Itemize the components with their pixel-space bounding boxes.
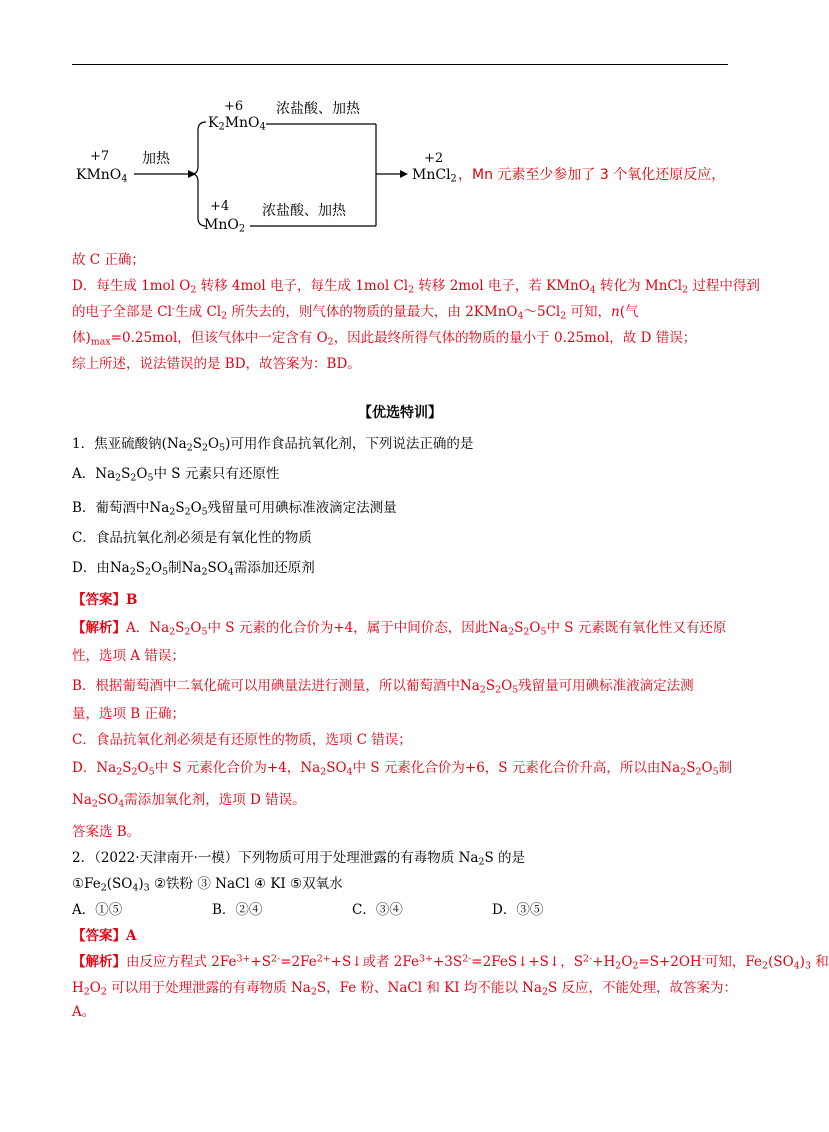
formula-na2so4: $Na_2SO_4$ <box>181 560 234 578</box>
text-line: 综上所述，说法错误的是 BD，故答案为：BD。 <box>72 356 361 372</box>
formula-na2s2o5: $Na_2S_2O_5$ <box>149 500 208 518</box>
reaction-diagram <box>70 92 730 242</box>
question-1-answer: 【答案】B <box>72 592 138 608</box>
question-1-conclusion: 答案选 B。 <box>72 824 141 840</box>
question-2-items: $①Fe_2(SO_4)_3$ ②铁粉 ③ NaCl ④ KI ⑤双氧水 <box>72 876 343 894</box>
question-1-option-a: A．$Na_2S_2O_5$中 S 元素只有还原性 <box>72 466 280 484</box>
question-1-stem: 1．焦亚硫酸钠$(Na_2S_2O_5)$可用作食品抗氧化剂，下列说法正确的是 <box>72 436 474 454</box>
reactant-formula: KMnO$_4$ <box>76 167 128 185</box>
lower-oxidation-state: +4 <box>210 199 230 214</box>
formula-na2s2o5: $Na_2S_2O_5$ <box>166 436 226 454</box>
question-1-analysis-line: 量，选项 B 正确； <box>72 706 186 722</box>
heating-condition: 加热 <box>142 151 170 167</box>
text-line: 的电子全部是 Cl-生成 $Cl_2$ 所失去的，则气体的物质的量最大，由 $2KMnO_4\sim 5Cl_2$ 可知，n(气 <box>72 303 639 322</box>
question-1-analysis-line: $Na_2SO_4$需添加氧化剂，选项 D 错误。 <box>72 792 306 810</box>
formula-na2s2o5: $Na_2S_2O_5$ <box>660 760 719 778</box>
reactant-oxidation-state: +7 <box>90 149 110 164</box>
final-product-formula: MnCl$_2$ <box>412 167 457 185</box>
question-1-option-b: B．葡萄酒中$Na_2S_2O_5$残留量可用碘标准液滴定法测量 <box>72 500 397 518</box>
formula-na2s2o5: $Na_2S_2O_5$ <box>488 620 547 638</box>
question-1-analysis-line: B．根据葡萄酒中二氧化硫可以用碘量法进行测量，所以葡萄酒中$Na_2S_2O_5$残留量可用碘标准液滴定法测 <box>72 678 694 696</box>
diagram-note: ，Mn 元素至少参加了 3 个氧化还原反应， <box>458 167 726 183</box>
text-line: 体)$_{max}=0.25mol$，但该气体中一定含有 $O_2$，因此最终所得气体的物质的量小于 0.25mol，故 D 错误； <box>72 330 697 348</box>
formula-na2s2o5: $Na_2S_2O_5$ <box>149 620 208 638</box>
formula-na2s2o5: $Na_2S_2O_5$ <box>459 678 519 696</box>
upper-condition: 浓盐酸、加热 <box>276 101 360 117</box>
question-1-analysis-line: 性，选项 A 错误； <box>72 648 185 664</box>
question-1-analysis-line: C．食品抗氧化剂必须是有还原性的物质，选项 C 错误； <box>72 732 412 748</box>
upper-product-formula: $K_2MnO_4$ <box>208 115 266 133</box>
text-line: D．每生成 1mol $O_2$ 转移 4mol 电子，每生成 1mol $Cl_2$ 转移 2mol 电子，若 KMnO$_4$ 转化为 MnCl$_2$ 过程中得到 <box>72 278 760 296</box>
question-2-option-c: C．③④ <box>352 902 403 918</box>
product-oxidation-state: +2 <box>424 151 444 166</box>
question-1-option-c: C．食品抗氧化剂必须是有氧化性的物质 <box>72 530 312 546</box>
header-rule <box>72 64 728 65</box>
formula-na2s2o5: $Na_2S_2O_5$ <box>109 560 169 578</box>
text-line: 故 C 正确； <box>72 252 145 268</box>
question-2-answer: 【答案】A <box>72 928 137 944</box>
question-2-option-d: D．③⑤ <box>492 902 544 918</box>
question-2-analysis-line: $H_2O_2$ 可以用于处理泄露的有毒物质 $Na_2S$，Fe 粉、NaCl 和 KI 均不能以 $Na_2S$ 反应，不能处理，故答案为： <box>72 980 738 998</box>
question-2-stem: 2．（2022·天津南开·一模）下列物质可用于处理泄露的有毒物质 $Na_2S$ 的是 <box>72 850 525 868</box>
lower-condition: 浓盐酸、加热 <box>262 203 346 219</box>
question-2-option-b: B．②④ <box>212 902 263 918</box>
question-2-analysis-line: A。 <box>72 1004 96 1020</box>
lower-product-formula: MnO$_2$ <box>204 217 246 235</box>
formula-na2so4: $Na_2SO_4$ <box>72 792 125 810</box>
question-1-analysis-line: 【解析】A．$Na_2S_2O_5$中 S 元素的化合价为+4，属于中间价态，因此$Na_2S_2O_5$中 S 元素既有氧化性又有还原 <box>72 620 727 638</box>
question-2-option-a: A．①⑤ <box>72 902 123 918</box>
section-title: 【优选特训】 <box>358 405 442 421</box>
question-1-analysis-line: D．$Na_2S_2O_5$中 S 元素化合价为+4，$Na_2SO_4$中 S 元素化合价为+6，S 元素化合价升高，所以由$Na_2S_2O_5$制 <box>72 760 733 778</box>
upper-oxidation-state: +6 <box>224 99 244 114</box>
formula-na2so4: $Na_2SO_4$ <box>300 760 353 778</box>
formula-na2s2o5: $Na_2S_2O_5$ <box>96 760 155 778</box>
question-1-option-d: D．由$Na_2S_2O_5$制$Na_2SO_4$需添加还原剂 <box>72 560 315 578</box>
formula-na2s2o5: $Na_2S_2O_5$ <box>95 466 154 484</box>
question-2-analysis-line: 【解析】由反应方程式 $2Fe^{3+}+S^{2-}=2Fe^{2+}+S↓$或者 $2Fe^{3+}+3S^{2-}=2FeS↓+S↓$，$S^{2-}+H_2O_2=S+2OH^-$可知，$Fe_2(SO_4)_3$ 和 <box>72 953 829 972</box>
